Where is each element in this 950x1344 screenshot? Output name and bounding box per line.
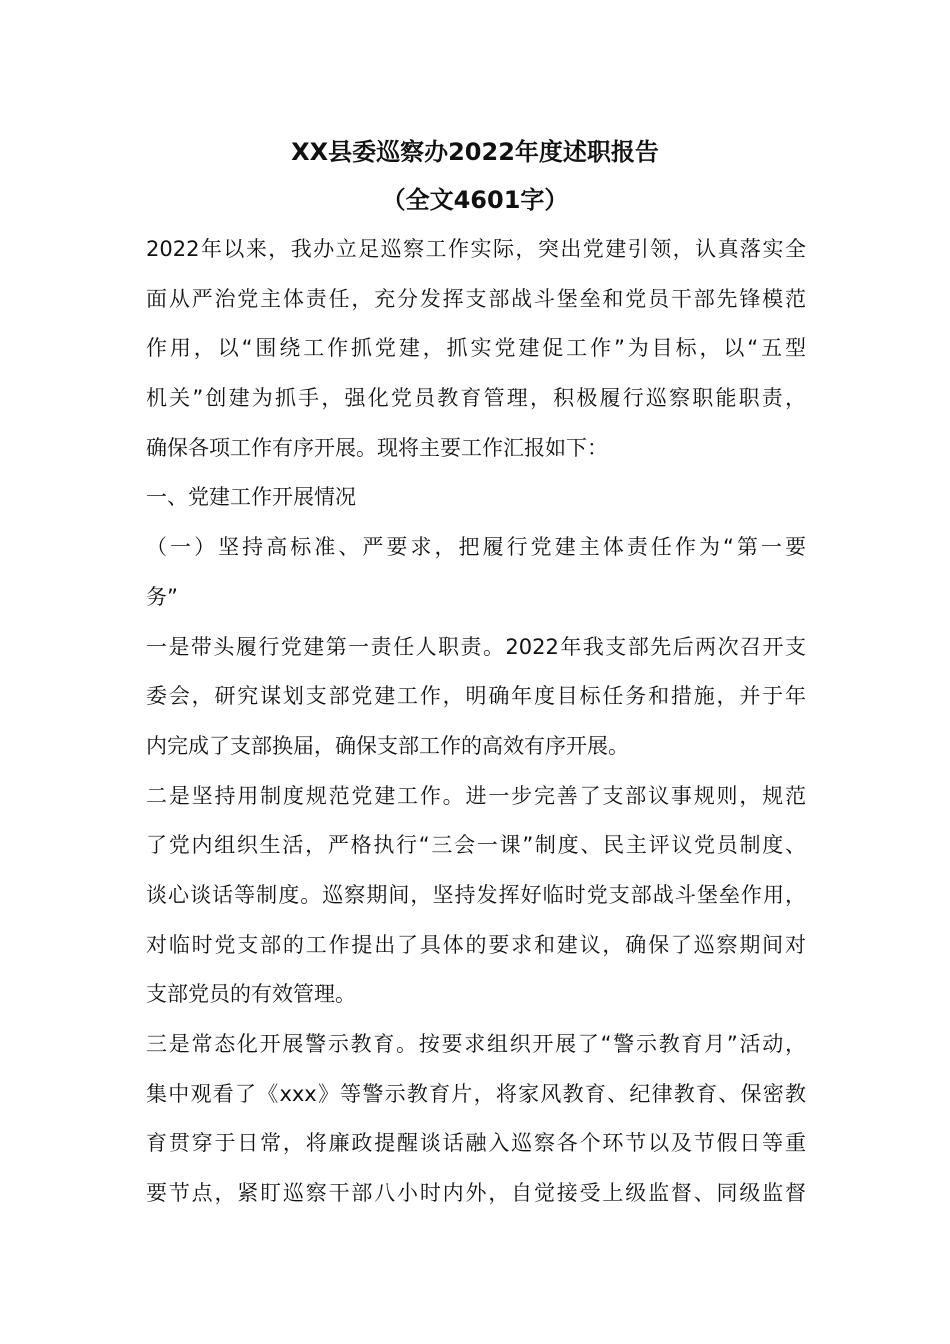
text-line: 机关”创建为抓手，强化党员教育管理，积极履行巡察职能职责， xyxy=(146,386,806,411)
text-line: 谈心谈话等制度。巡察期间，坚持发挥好临时党支部战斗堡垒作用， xyxy=(146,882,806,907)
text-line: 对临时党支部的工作提出了具体的要求和建议，确保了巡察期间对 xyxy=(146,932,806,957)
document-title: XX县委巡察办2022年度述职报告 xyxy=(291,138,659,166)
text-line: 了党内组织生活，严格执行“三会一课”制度、民主评议党员制度、 xyxy=(146,833,806,858)
text-line: 委会，研究谋划支部党建工作，明确年度目标任务和措施，并于年 xyxy=(146,684,806,709)
text-line: 一、党建工作开展情况 xyxy=(146,485,356,510)
text-line: 集中观看了《xxx》等警示教育片，将家风教育、纪律教育、保密教 xyxy=(146,1081,806,1106)
text-line: 一是带头履行党建第一责任人职责。2022年我支部先后两次召开支 xyxy=(146,634,806,659)
text-line: 作用，以“围绕工作抓党建，抓实党建促工作”为目标，以“五型 xyxy=(146,336,806,361)
text-line: 内完成了支部换届，确保支部工作的高效有序开展。 xyxy=(146,733,629,758)
text-line: 三是常态化开展警示教育。按要求组织开展了“警示教育月”活动， xyxy=(146,1032,806,1056)
text-line: （一）坚持高标准、严要求，把履行党建主体责任作为“第一要 xyxy=(146,535,806,560)
text-line: 二是坚持用制度规范党建工作。进一步完善了支部议事规则，规范 xyxy=(146,783,806,808)
text-line: 面从严治党主体责任，充分发挥支部战斗堡垒和党员干部先锋模范 xyxy=(146,286,806,311)
document-subtitle: （全文4601字） xyxy=(381,186,569,214)
text-line: 务” xyxy=(146,584,178,609)
text-line: 2022年以来，我办立足巡察工作实际，突出党建引领，认真落实全 xyxy=(146,237,806,261)
document-body xyxy=(146,225,806,1219)
text-line: 支部党员的有效管理。 xyxy=(146,982,356,1007)
text-line: 要节点，紧盯巡察干部八小时内外，自觉接受上级监督、同级监督 xyxy=(146,1181,806,1206)
text-line: 育贯穿于日常，将廉政提醒谈话融入巡察各个环节以及节假日等重 xyxy=(146,1131,806,1156)
text-line: 确保各项工作有序开展。现将主要工作汇报如下： xyxy=(146,435,608,460)
